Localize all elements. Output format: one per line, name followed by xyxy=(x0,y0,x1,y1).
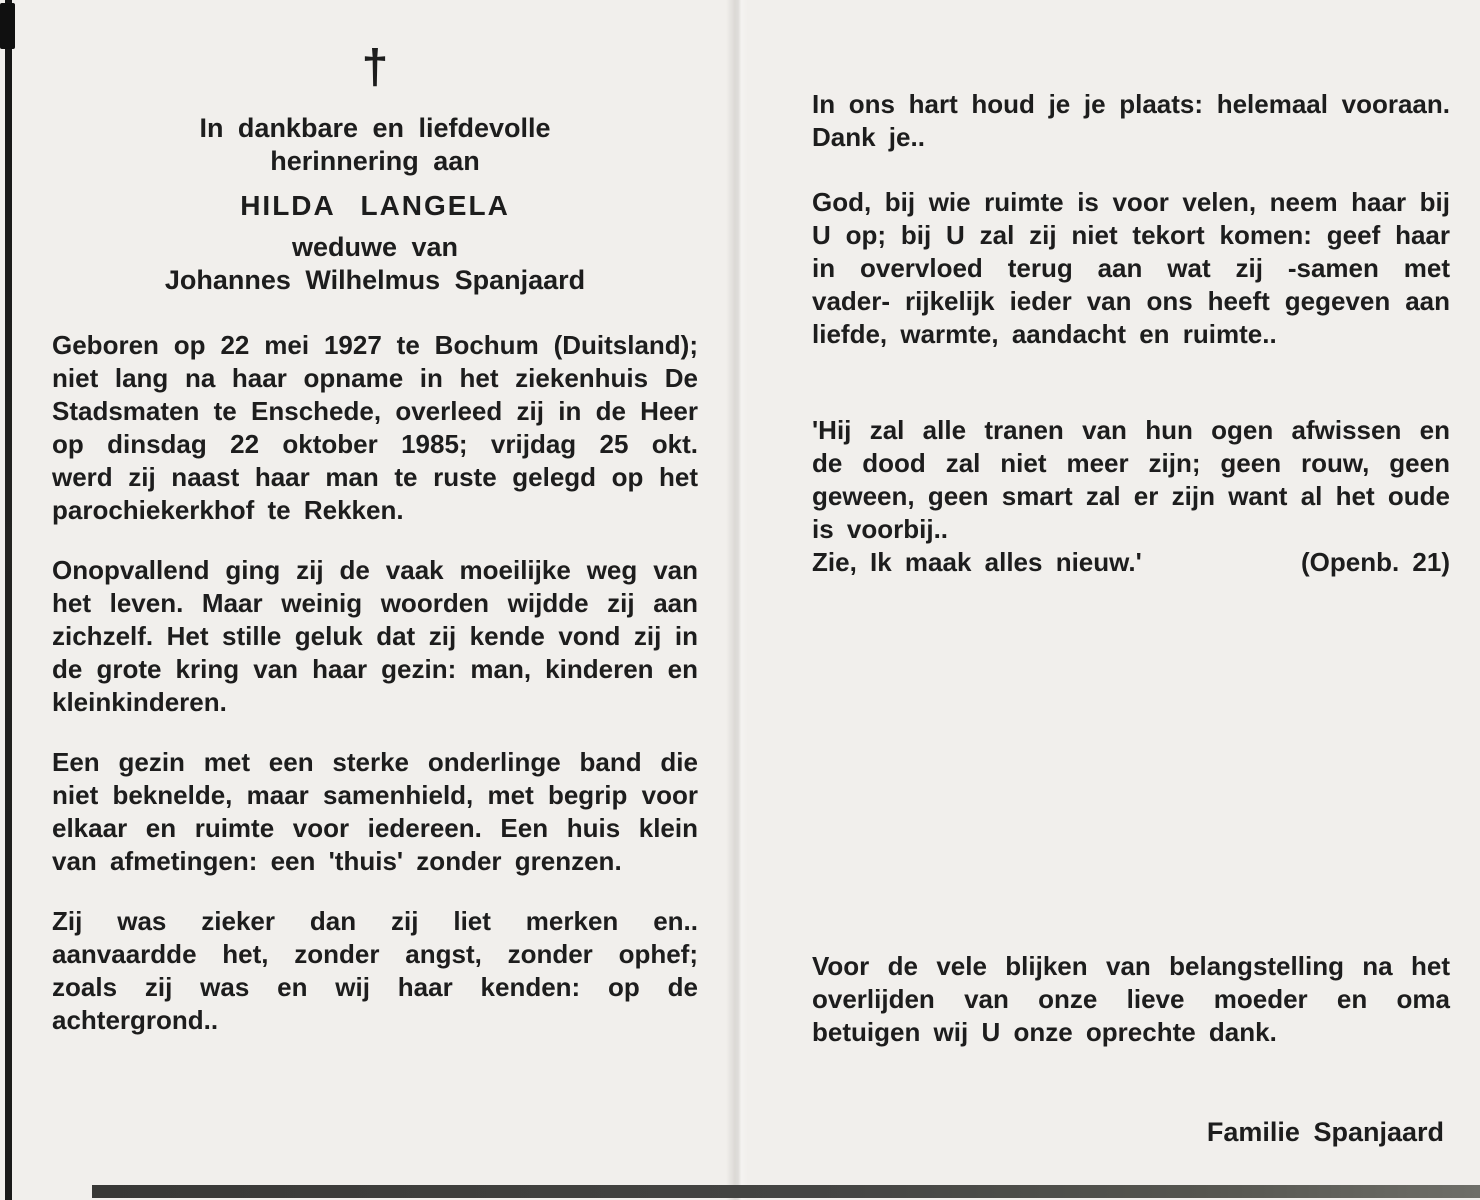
tribute-paragraph xyxy=(812,88,1450,154)
tribute-text: In ons hart houd je je plaats: helemaal vooraan. Dank je.. xyxy=(812,89,1450,152)
spouse-name: Johannes Wilhelmus Spanjaard xyxy=(164,265,586,295)
deceased-name: HILDA LANGELA xyxy=(240,190,510,221)
memorial-intro-line1: In dankbare en liefdevolle xyxy=(199,113,551,143)
scripture-quote xyxy=(812,414,1450,579)
left-page xyxy=(52,41,698,1064)
biography-paragraph-3: Een gezin met een sterke onderlinge band die niet beknelde, maar samenhield, met begrip voor elkaar en ruimte voor iedereen. Een huis klein van afmetingen: een 'thuis' zonder grenzen. xyxy=(52,747,698,876)
scripture-last-line xyxy=(812,546,1450,579)
card-fold-line xyxy=(726,0,748,1200)
biography-paragraph-1: Geboren op 22 mei 1927 te Bochum (Duitsland); niet lang na haar opname in het ziekenhuis De Stadsmaten te Enschede, overleed zij in de Heer op dinsdag 22 oktober 1985; vrijdag 25 okt. werd zij naast haar man te ruste gelegd op het parochiekerkhof te Rekken. xyxy=(52,330,698,525)
biography-paragraph-4: Zij was zieker dan zij liet merken en.. aanvaardde het, zonder angst, zonder ophef; zoals zij was en wij haar kenden: op de achtergrond.. xyxy=(52,906,698,1035)
cross-icon: † xyxy=(361,41,389,94)
scripture-reference: (Openb. 21) xyxy=(1300,547,1450,577)
biography-paragraph-2: Onopvallend ging zij de vaak moeilijke weg van het leven. Maar weinig woorden wijdde zij aan zichzelf. Het stille geluk dat zij kende vond zij in de grote kring van haar gezin: man, kinderen en kleinkinderen. xyxy=(52,555,698,717)
memorial-intro-line2: herinnering aan xyxy=(270,146,480,176)
prayer-text: God, bij wie ruimte is voor velen, neem haar bij U op; bij U zal zij niet tekort komen: geef haar in overvloed terug aan wat zij -samen met vader- rijkelijk ieder van ons heeft gegeven aan liefde, warmte, aandacht en ruimte.. xyxy=(812,187,1450,349)
right-page xyxy=(812,0,1450,1200)
prayer-paragraph xyxy=(812,186,1450,351)
scan-edge-left xyxy=(5,0,12,1200)
scan-edge-bottom xyxy=(92,1185,1480,1198)
acknowledgement-paragraph xyxy=(812,950,1450,1049)
family-signature: Familie Spanjaard xyxy=(1206,1117,1444,1147)
acknowledgement-text: Voor de vele blijken van belangstelling na het overlijden van onze lieve moeder en oma betuigen wij U onze oprechte dank. xyxy=(812,951,1450,1047)
relation-line: weduwe van xyxy=(291,232,459,262)
scripture-text: 'Hij zal alle tranen van hun ogen afwissen en de dood zal niet meer zijn; geen rouw, geen geween, geen smart zal er zijn want al het oude is voorbij.. xyxy=(812,415,1450,544)
scripture-closing: Zie, Ik maak alles nieuw.' xyxy=(812,547,1142,577)
scan-edge-left-blob xyxy=(0,3,15,49)
